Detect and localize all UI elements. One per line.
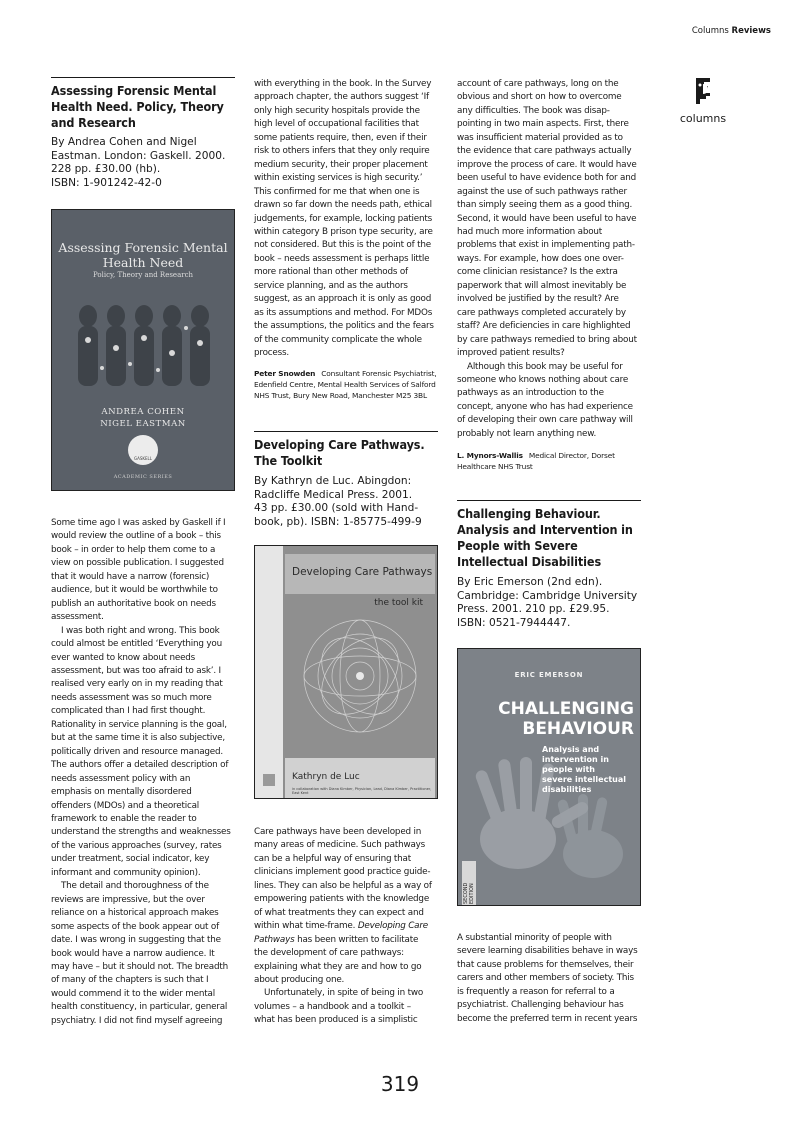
review3-biblio: By Eric Emerson (2nd edn). Cambridge: Cambridge University Press. 2001. 210 pp. £29.95. ISBN: 0521-7944447.: [457, 576, 638, 629]
cover2-author: Kathryn de Luc: [292, 772, 360, 782]
running-head-subsection: Reviews: [731, 26, 771, 36]
review3-book-cover: [457, 648, 641, 906]
review3-rule: [457, 500, 641, 501]
cover1-subtitle: Policy, Theory and Research: [92, 271, 194, 279]
cover3-title-line2: BEHAVIOUR: [522, 719, 634, 739]
cover3-edition: SECOND EDITION: [462, 861, 476, 905]
review2-reviewer: L. Mynors-Wallis Medical Director, Dorset Healthcare NHS Trust: [457, 451, 615, 471]
cover2-pattern-illustration: [255, 546, 438, 799]
cover1-author-2: NIGEL EASTMAN: [100, 419, 186, 429]
review2-rule: [254, 431, 438, 432]
cover1-seal-logo: GASKELL: [128, 435, 158, 465]
running-head: [692, 26, 771, 36]
review2-biblio: By Kathryn de Luc. Abingdon: Radcliffe Medical Press. 2001. 43 pp. £30.00 (sold with Hand- book, pb). ISBN: 1-85775-499-9: [254, 475, 422, 528]
review1-reviewer: Peter Snowden Consultant Forensic Psychiatrist, Edenfield Centre, Mental Health Services of Salford NHS Trust, Bury New Road, Manchester M25 3BL: [254, 369, 437, 400]
cover2-toolkit-label: the tool kit: [374, 598, 423, 608]
review1-body-part2: with everything in the book. In the Survey approach chapter, the authors suggest ‘If only high security hospitals provide the high level of occupational facilities that some patients require, then, even if their risk to others infers that they only require medium security, their proper placement within existing services is high security.’ This confirmed for me that when one is drawn so far down the needs path, ethical judgements, for example, locking patients within category B prison type security, are not considered. But this is the point of the book – needs assessment is perhaps little more rational than other methods of service planning, and as the authors suggest, as an approach it is only as good as its assumptions and method. For MDOs the assumptions, the politics and the fears of the community complicate the whole process.: [254, 79, 434, 359]
review1-book-cover: [51, 209, 235, 491]
review1-rule: [51, 77, 235, 78]
cover2-title: Developing Care Pathways: [292, 566, 433, 578]
review2-body-part2: account of care pathways, long on the obvious and short on how to overcome any difficulties. The book was disap- pointing in two main aspects. First, there was insufficient material provided as to the evidence that care pathways actually improve the process of care. It would have been useful to have evidence both for and against the use of such pathways rather than simply seeing them as a good thing. Second, it would have been useful to have had much more information about problems that exist in implementing path- ways. For example, how does one over- come clinician resistance? Is the extra paperwork that will almost inevitably be involved be justified by the result? Are care pathways completed accurately by staff? Are deficiencies in care highlighted by care pathways remedied to bring about improved patient results? Although this book may be useful for someone who knows nothing about care pathways as an introduction to the concept, anyone who has had experience of developing their own care pathway will probably not learn anything new.: [457, 79, 637, 439]
review2-reviewer-name: L. Mynors-Wallis: [457, 451, 523, 460]
review2-title: Developing Care Pathways. The Toolkit: [254, 437, 425, 468]
review3-body: A substantial minority of people with severe learning disabilities behave in ways that cause problems for themselves, their carers and other members of society. This is frequently a reason for referral to a psychiatrist. Challenging behaviour has become the preferred term in recent years: [457, 933, 638, 1024]
review1-reviewer-name: Peter Snowden: [254, 369, 316, 378]
cover1-title: Assessing Forensic Mental Health Need: [58, 240, 228, 270]
review1-biblio: By Andrea Cohen and Nigel Eastman. London: Gaskell. 2000. 228 pp. £30.00 (hb). ISBN: 1-901242-42-0: [51, 136, 226, 189]
cover2-collaboration: in collaboration with Diana Kimber, Physician, Lead, Diana Kimber, Practitioner, East Kent: [292, 787, 432, 795]
review3-title: Challenging Behaviour. Analysis and Intervention in People with Severe Intellectual Disabilities: [457, 506, 633, 569]
cover1-author-1: ANDREA COHEN: [101, 407, 185, 417]
review2-book-cover: [254, 545, 438, 799]
running-head-section: Columns: [691, 26, 729, 36]
cover3-title-line1: CHALLENGING: [498, 699, 634, 719]
cover3-subtitle: Analysis and intervention in people with severe intellectual disabilities: [542, 745, 626, 794]
columns-label: columns: [679, 112, 727, 125]
cover3-author: ERIC EMERSON: [514, 671, 584, 679]
page-number: 319: [380, 1072, 420, 1096]
columns-badge: [666, 76, 740, 125]
cover1-figures-illustration: [68, 298, 218, 398]
review1-title: Assessing Forensic Mental Health Need. Policy, Theory and Research: [51, 83, 224, 130]
cover1-series: ACADEMIC SERIES: [113, 474, 173, 480]
review2-body-part1: Care pathways have been developed in many areas of medicine. Such pathways can be a helpful way of ensuring that clinicians implement good practice guide- lines. They can also be helpful as a way of empowering patients with the knowledge of what treatments they can expect and within what time-frame. Developing Care Pathways has been written to facilitate the development of care pathways: explaining what they are and how to go about producing one. Unfortunately, in spite of being in two volumes – a handbook and a toolkit – what has been produced is a simplistic: [254, 827, 432, 1026]
review1-body-part1: Some time ago I was asked by Gaskell if I would review the outline of a book – this book – in order to help them come to a view on possible publication. I suggested that it would have a narrow (forensic) audience, but it would be worthwhile to publish an authoritative book on needs assessment. I was both right and wrong. This book could almost be entitled ‘Everything you ever wanted to know about needs assessment, but was too afraid to ask’. I realised very early on in my reading that needs assessment was so much more complicated than I had first thought. Rationality in service planning is the goal, but at the same time it is also subjective, politically driven and resource managed. The authors offer a detailed description of needs assessment policy with an emphasis on mentally disordered offenders (MDOs) and a theoretical framework to enable the reader to understand the strengths and weaknesses of the various approaches (survey, rates under treatment, social indicator, key informant and community opinion). The detail and thoroughness of the reviews are impressive, but the over reliance on a historical approach makes some aspects of the book appear out of date. I was wrong in suggesting that the book would have a narrow audience. It may have – but it should not. The breadth of many of the chapters is such that I would commend it to the wider mental health constituency, in particular, general psychiatry. I did not find myself agreeing: [51, 518, 231, 1026]
head-silhouette-icon: [690, 76, 716, 106]
